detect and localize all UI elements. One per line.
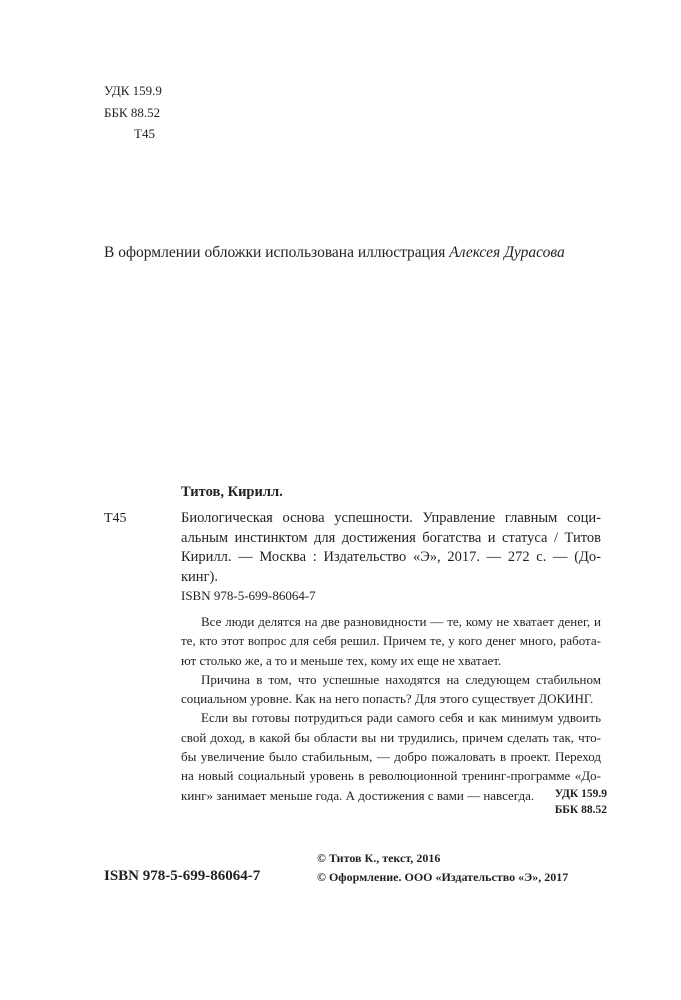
abstract-line: Если вы готовы потрудиться ради самого себя и как минимум удвоить [201, 710, 601, 726]
catalog-isbn: ISBN 978-5-699-86064-7 [181, 588, 316, 603]
copyright-text: © Титов К., текст, 2016 [317, 851, 441, 865]
bbk-code: ББК 88.52 [104, 104, 161, 120]
abstract-line: социальном уровне. Как на него попасть? Для этого существует ДОКИНГ. [181, 691, 594, 707]
cover-artist: Алексея Дурасова [449, 244, 565, 261]
cover-credit [104, 244, 565, 262]
copyright-block [317, 849, 568, 887]
copyright-design: © Оформление. ООО «Издательство «Э», 2017 [317, 870, 569, 884]
isbn-large: ISBN 978-5-699-86064-7 [104, 868, 261, 884]
cover-credit-text: В оформлении обложки использована иллюстрация [104, 244, 446, 261]
catalog-description [181, 509, 601, 587]
classification-codes [104, 80, 162, 145]
abstract-line: ют столько же, а то и меньше тех, кому их еще не хватает. [181, 652, 502, 668]
abstract-line: те, кто этот вопрос для себя решил. Причем те, у кого денег много, работа- [181, 633, 601, 649]
abstract-line: Причина в том, что успешные находятся на следующем стабильном [201, 671, 601, 687]
description-line: альным инстинктом для достижения богатства и статуса / Титов [181, 529, 601, 546]
abstract-text [181, 612, 601, 805]
description-line: Кирилл. — Москва : Издательство «Э», 2017. — 272 с. — (До- [181, 549, 601, 565]
udk-code: УДК 159.9 [104, 83, 162, 98]
description-line: кинг). [181, 568, 218, 585]
footer-bbk: ББК 88.52 [554, 804, 607, 816]
abstract-line: на новый социальный уровень в революционной тренинг-программе «До- [181, 768, 601, 784]
description-line: Биологическая основа успешности. Управление главным соци- [181, 510, 601, 526]
abstract-line: бы увеличение было стабильным, — добро пожаловать в проект. Переход [181, 749, 601, 765]
abstract-line: Все люди делятся на две разновидности — те, кому не хватает денег, и [201, 614, 601, 629]
abstract-line: кинг» занимает меньше года. А достижения с вами — навсегда. [181, 787, 535, 803]
author-mark: Т45 [134, 126, 155, 141]
catalog-author: Титов, Кирилл. [181, 484, 283, 500]
catalog-author-mark: Т45 [104, 511, 127, 526]
abstract-line: свой доход, в какой бы области вы ни трудились, причем сделать так, что- [181, 729, 601, 745]
footer-classification [555, 786, 607, 818]
footer-udk: УДК 159.9 [554, 788, 607, 800]
